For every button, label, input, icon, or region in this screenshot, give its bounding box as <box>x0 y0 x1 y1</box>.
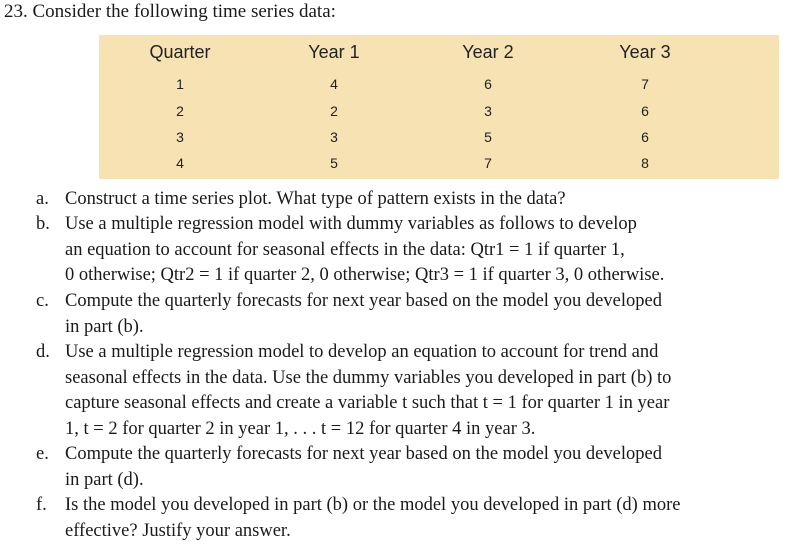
table-cell: 7 <box>484 155 492 171</box>
part-line: Use a multiple regression model with dummy variables as follows to develop <box>65 214 637 234</box>
table-cell: 6 <box>484 76 492 92</box>
part-line: in part (d). <box>65 469 144 490</box>
table-cell: 2 <box>176 103 184 119</box>
part-letter: b. <box>36 214 50 234</box>
column-header-year-3: Year 3 <box>619 42 671 62</box>
part-line: effective? Justify your answer. <box>65 520 291 541</box>
table-cell: 6 <box>641 129 649 145</box>
table-cell: 5 <box>484 129 492 145</box>
part-letter: e. <box>36 444 49 464</box>
problem-header: 23. Consider the following time series data: <box>4 1 336 22</box>
part-line: an equation to account for seasonal effects in the data: Qtr1 = 1 if quarter 1, <box>65 239 625 260</box>
part-line: in part (b). <box>65 316 144 337</box>
table-cell: 3 <box>176 129 184 145</box>
column-header-year-1: Year 1 <box>308 42 360 62</box>
column-header-quarter: Quarter <box>149 42 211 62</box>
table-cell: 3 <box>484 103 492 119</box>
part-letter: a. <box>36 189 49 209</box>
column-header-year-2: Year 2 <box>462 42 514 62</box>
part-letter: d. <box>36 342 50 362</box>
part-letter: f. <box>36 495 47 515</box>
table-cell: 7 <box>641 76 649 92</box>
table-cell: 2 <box>330 103 338 119</box>
part-line: Use a multiple regression model to develop an equation to account for trend and <box>65 342 659 362</box>
part-line: Is the model you developed in part (b) or the model you developed in part (d) more <box>65 495 681 515</box>
table-cell: 8 <box>641 155 649 171</box>
table-cell: 4 <box>330 76 338 92</box>
part-line: Construct a time series plot. What type of pattern exists in the data? <box>65 189 566 209</box>
table-cell: 1 <box>176 76 184 92</box>
part-line: seasonal effects in the data. Use the dummy variables you developed in part (b) to <box>65 367 672 388</box>
table-cell: 4 <box>176 155 184 171</box>
part-line: capture seasonal effects and create a variable t such that t = 1 for quarter 1 in year <box>65 393 670 413</box>
part-letter: c. <box>36 291 49 311</box>
part-line: Compute the quarterly forecasts for next year based on the model you developed <box>65 291 662 311</box>
data-table <box>99 35 779 179</box>
part-line: Compute the quarterly forecasts for next year based on the model you developed <box>65 444 662 464</box>
part-line: 1, t = 2 for quarter 2 in year 1, . . . t = 12 for quarter 4 in year 3. <box>65 418 536 439</box>
table-cell: 5 <box>330 155 338 171</box>
table-cell: 6 <box>641 103 649 119</box>
table-cell: 3 <box>330 129 338 145</box>
part-line: 0 otherwise; Qtr2 = 1 if quarter 2, 0 otherwise; Qtr3 = 1 if quarter 3, 0 otherwise. <box>65 265 665 285</box>
